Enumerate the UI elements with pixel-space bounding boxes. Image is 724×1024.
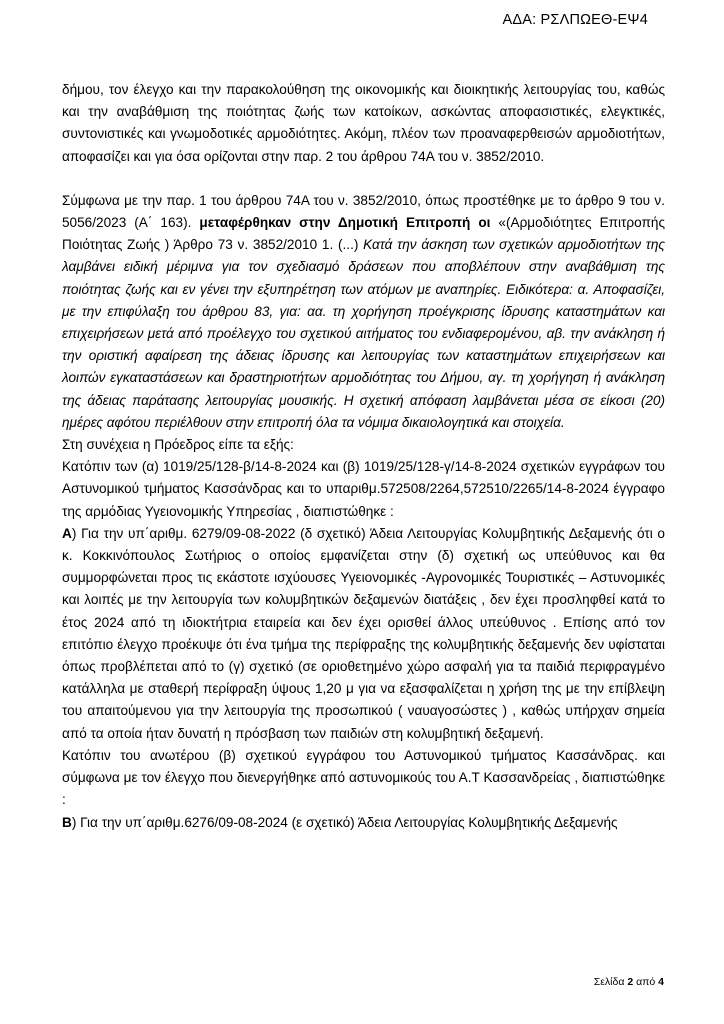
paragraph [62, 523, 665, 745]
paragraph [62, 456, 665, 523]
paragraph [62, 190, 665, 434]
text-run: δήμου, τον έλεγχο και την παρακολούθηση της οικονομικής και διοικητικής λειτουργίας του, καθώς και την αναβάθμιση της ποιότητας ζωής των κατοίκων, ασκώντας αποφασιστικές, ελεγκτικές, συντονιστικές και γνωμοδοτικές αρμοδιότητες. Ακόμη, πλέον των προαναφερθεισών αρμοδιοτήτων, αποφασίζει και για όσα ορίζονται στην παρ. 2 του άρθρου 74Α του ν. 3852/2010. [62, 82, 665, 164]
text-run: Στη συνέχεια η Πρόεδρος είπε τα εξής: [62, 437, 294, 453]
footer-mid: από [633, 976, 659, 988]
footer-page-number: 2 [627, 976, 634, 988]
text-run: Κατόπιν του ανωτέρου (β) σχετικού εγγράφου του Αστυνομικού τμήματος Κασσάνδρας. και σύμφωνα με τον έλεγχο που διενεργήθηκε από αστυνομικούς του Α.Τ Κασσανδρείας , διαπιστώθηκε : [62, 747, 665, 808]
ada-code: ΑΔΑ: ΡΣΛΠΩΕΘ-ΕΨ4 [502, 12, 648, 28]
footer-total-pages: 4 [658, 976, 664, 988]
text-run: ) Για την υπ΄αριθμ. 6279/09-08-2022 (δ σχετικό) Άδεια Λειτουργίας Κολυμβητικής Δεξαμενής ότι ο κ. Κοκκινόπουλος Σωτήριος ο οποίος εμφανίζεται στην (δ) σχετική ως υπεύθυνος και θα συμμορφώνεται προς τις εκάστοτε ισχύουσες Υγειονομικές -Αγρονομικές Τουριστικές – Αστυνομικές και λοιπές με την λειτουργία των κολυμβητικών δεξαμενών διατάξεις , δεν έχει προσληφθεί κατά το έτος 2024 από τη ιδιοκτήτρια εταιρεία και δεν έχει ορισθεί άλλος υπεύθυνος . Επίσης από τον επιτόπιο έλεγχο προέκυψε ότι ένα τμήμα της περίφραξης της κολυμβητικής δεξαμενής δεν υφίσταται όπως προβλέπεται από το (γ) σχετικό (σε οριοθετημένο χώρο ασφαλή για τα παιδιά περιφραγμένο κατάλληλα με σταθερή περίφραξη ύψους 1,20 μ για να εξασφαλίζεται η χρήση της με την επίβλεψη του απαιτούμενου για την λειτουργία της προσωπικού ( ναυαγοσώστες ) , καθώς υπήρχαν σημεία από τα οποία ήταν δυνατή η πρόσβαση των παιδιών στη κολυμβητική δεξαμενή. [62, 525, 665, 741]
bold-text: Β [62, 814, 72, 830]
paragraph [62, 79, 665, 168]
bold-text: Α [62, 525, 72, 541]
document-body [62, 79, 665, 834]
bold-text: μεταφέρθηκαν στην Δημοτική Επιτροπή οι [199, 215, 499, 231]
page-footer [594, 976, 664, 988]
text-run: «(Αρμοδιότητες Επιτροπής Ποιότητας Ζωής ) Άρθρο 73 ν. 3852/2010 1. (...) [62, 215, 665, 253]
paragraph [62, 745, 665, 812]
paragraph [62, 812, 665, 834]
text-run: Σύμφωνα με την παρ. 1 του άρθρου 74Α του ν. 3852/2010, όπως προστέθηκε με το άρθρο 9 του ν. 5056/2023 (Α΄ 163). [62, 192, 665, 231]
italic-text: Κατά την άσκηση των σχετικών αρμοδιοτήτων της λαμβάνει ειδική μέριμνα για τον σχεδιασμό δράσεων που αποβλέπουν στην αναβάθμιση της ποιότητας ζωής και εν γένει την εξυπηρέτηση των ατόμων με αναπηρίες. Ειδικότερα: α. Αποφασίζει, με την επιφύλαξη του άρθρου 83, για: αα. τη χορήγηση προέγκρισης ίδρυσης καταστημάτων και επιχειρήσεων μετά από προέλεγχο του σχετικού αιτήματος του ενδιαφερομένου, αβ. την ανάκληση ή την οριστική αφαίρεση της άδειας ίδρυσης και λειτουργίας των καταστημάτων επιχειρήσεων και λοιπών εγκαταστάσεων και δραστηριοτήτων αρμοδιότητας του Δήμου, αγ. τη χορήγηση ή ανάκληση της άδειας παράτασης λειτουργίας μουσικής. Η σχετική απόφαση λαμβάνεται μέσα σε είκοσι (20) ημέρες αφότου περιέλθουν στην επιτροπή όλα τα νόμιμα δικαιολογητικά και στοιχεία. [62, 237, 665, 430]
text-run: ) Για την υπ΄αριθμ.6276/09-08-2024 (ε σχετικό) Άδεια Λειτουργίας Κολυμβητικής Δεξαμενής [71, 814, 618, 830]
text-run: Κατόπιν των (α) 1019/25/128-β/14-8-2024 και (β) 1019/25/128-γ/14-8-2024 σχετικών εγγράφων του Αστυνομικού τμήματος Κασσάνδρας και το υπαριθμ.572508/2264,572510/2265/14-8-2024 έγγραφο της αρμόδιας Υγειονομικής Υπηρεσίας , διαπιστώθηκε : [62, 459, 665, 519]
footer-prefix: Σελίδα [593, 976, 628, 988]
paragraph [62, 434, 665, 456]
